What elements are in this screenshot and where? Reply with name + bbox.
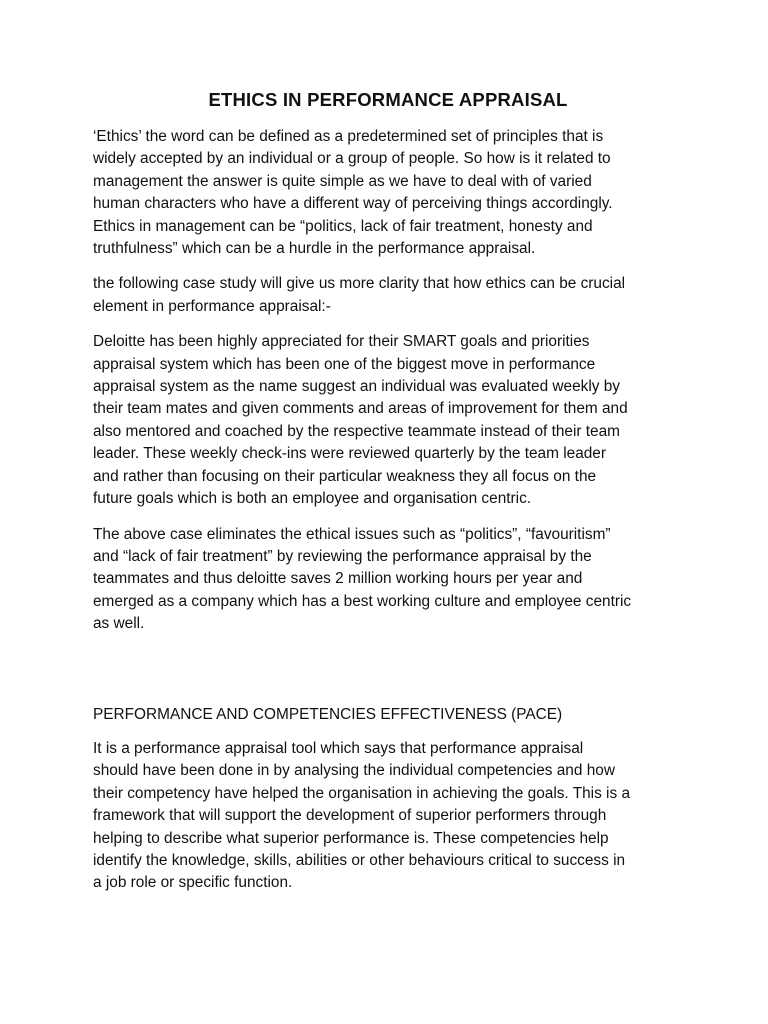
paragraph-deloitte-case: Deloitte has been highly appreciated for their SMART goals and priorities appraisal system which has been one of the biggest move in performance appraisal system as the name suggest an individual was evaluated weekly by their team mates and given comments and areas of improvement for them and also mentored and coached by the respective teammate instead of their team leader. These weekly check-ins were reviewed quarterly by the team leader and rather than focusing on their particular weakness they all focus on the future goals which is both an employee and organisation centric. — [93, 333, 628, 508]
page-title: ETHICS IN PERFORMANCE APPRAISAL — [208, 89, 568, 110]
paragraph-ethics-definition: ‘Ethics’ the word can be defined as a predetermined set of principles that is widely accepted by an individual or a group of people. So how is it related to management the answer is quite simple as we have to deal with of varied human characters who have a different way of perceiving things accordingly. Ethics in management can be “politics, lack of fair treatment, honesty and truthfulness” which can be a hurdle in the performance appraisal. — [93, 128, 613, 258]
section-spacer — [93, 649, 683, 704]
paragraph-case-study-intro: the following case study will give us more clarity that how ethics can be crucial element in performance appraisal:- — [93, 275, 626, 315]
section-heading-pace: PERFORMANCE AND COMPETENCIES EFFECTIVENESS (PACE) — [93, 705, 563, 723]
paragraph-pace-description: It is a performance appraisal tool which says that performance appraisal should have been done in by analysing the individual competencies and how their competency have helped the organisation in achieving the goals. This is a framework that will support the development of superior performers through helping to describe what superior performance is. These competencies help identify the knowledge, skills, abilities or other behaviours critical to success in a job role or specific function. — [93, 739, 631, 892]
document-content — [93, 86, 683, 908]
paragraph-case-conclusion: The above case eliminates the ethical issues such as “politics”, “favouritism” and “lack of fair treatment” by reviewing the performance appraisal by the teammates and thus deloitte saves 2 million working hours per year and emerged as a company which has a best working culture and employee centric as well. — [93, 525, 632, 633]
